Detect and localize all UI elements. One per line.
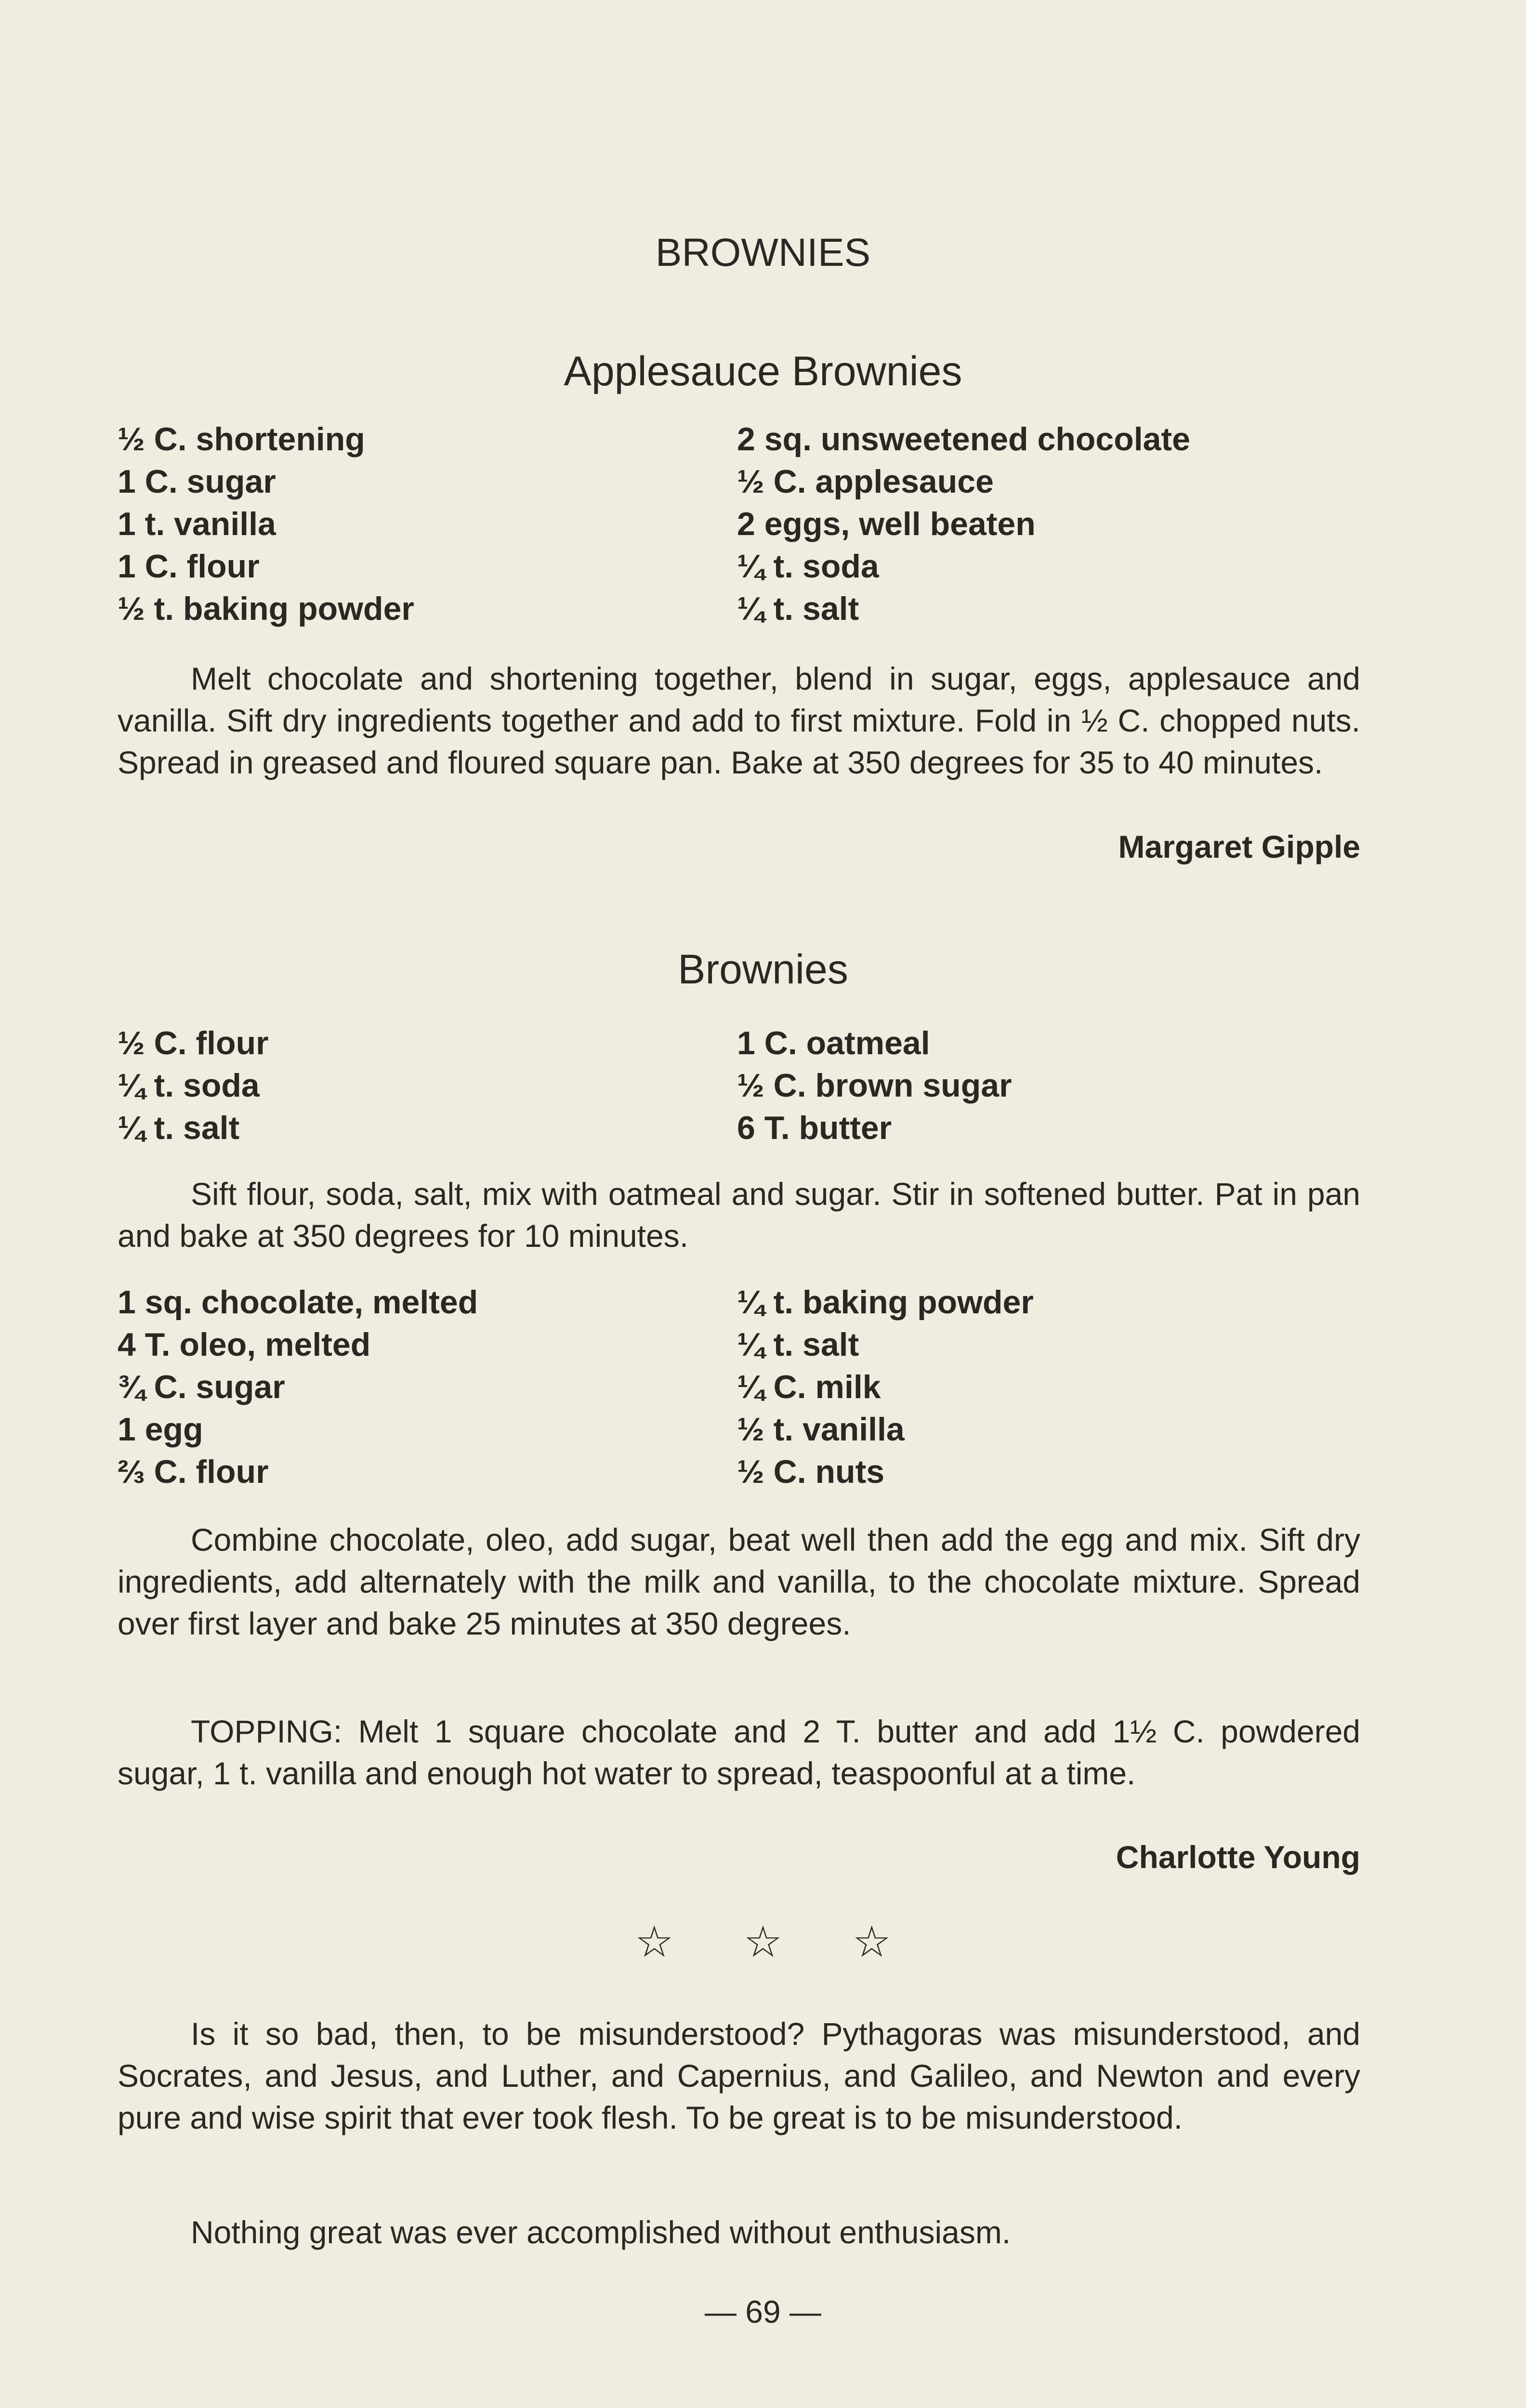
page-number: — 69 — xyxy=(704,2294,822,2329)
ingredient: ¼ t. baking powder xyxy=(737,1284,1034,1321)
ingredient: ¼ t. soda xyxy=(737,548,879,585)
ingredient: 1 C. flour xyxy=(118,548,260,585)
ingredients-right-col xyxy=(737,1022,1012,1149)
section-title: BROWNIES xyxy=(655,231,871,275)
ingredients-left-col xyxy=(118,1281,478,1493)
ingredients-right-col xyxy=(737,1281,1034,1493)
recipe-method: Combine chocolate, oleo, add sugar, beat well then add the egg and mix. Sift dry ingredients, add alternately with the milk and vanilla, to the chocolate mixture. Spread over first layer and bake 25 minutes at 350 degrees. xyxy=(118,1522,1360,1641)
ingredient: ¾ C. sugar xyxy=(118,1369,285,1405)
star-icon: ☆ xyxy=(743,1918,783,1966)
recipe-title-brownies: Brownies xyxy=(678,946,848,993)
quote-enthusiasm: Nothing great was ever accomplished without enthusiasm. xyxy=(191,2214,1011,2250)
ingredient: ½ C. shortening xyxy=(118,421,365,458)
ingredient: ¼ t. salt xyxy=(737,590,859,627)
ingredient: 2 eggs, well beaten xyxy=(737,506,1036,542)
ingredients-right-col xyxy=(737,418,1190,630)
ingredient: ½ C. nuts xyxy=(737,1453,885,1490)
ingredient: 1 C. sugar xyxy=(118,463,276,500)
ingredient: 6 T. butter xyxy=(737,1110,892,1146)
quote-misunderstood: Is it so bad, then, to be misunderstood? Pythagoras was misunderstood, and Socrates, and Jesus, and Luther, and Capernius, and Galileo, and Newton and every pure and wise spirit that ever took flesh. To be great is to be misunderstood. xyxy=(118,2016,1360,2135)
ingredients-left-col xyxy=(118,418,414,630)
ingredient: 1 egg xyxy=(118,1411,203,1448)
ingredient: 4 T. oleo, melted xyxy=(118,1326,371,1363)
ingredient: ½ C. applesauce xyxy=(737,463,994,500)
ingredient: 1 sq. chocolate, melted xyxy=(118,1284,478,1321)
ingredient: ½ t. vanilla xyxy=(737,1411,905,1448)
recipe-title-applesauce-brownies: Applesauce Brownies xyxy=(564,348,962,394)
ingredient: ¼ t. salt xyxy=(737,1326,859,1363)
ingredient: ¼ C. milk xyxy=(737,1369,881,1405)
topping-instructions: TOPPING: Melt 1 square chocolate and 2 T. butter and add 1½ C. powdered sugar, 1 t. vanilla and enough hot water to spread, teaspoonful at a time. xyxy=(118,1714,1360,1791)
ingredient: ⅔ C. flour xyxy=(118,1453,269,1490)
ingredient: ½ C. brown sugar xyxy=(737,1067,1012,1104)
recipe-method: Melt chocolate and shortening together, blend in sugar, eggs, applesauce and vanilla. Sift dry ingredients together and add to first mixture. Fold in ½ C. chopped nuts. Spread in greased and floured square pan. Bake at 350 degrees for 35 to 40 minutes. xyxy=(118,661,1360,780)
ingredient: 1 t. vanilla xyxy=(118,506,276,542)
ingredient: ½ t. baking powder xyxy=(118,590,414,627)
recipe-author: Margaret Gipple xyxy=(1118,829,1360,864)
ingredient: ¼ t. salt xyxy=(118,1110,240,1146)
star-icon: ☆ xyxy=(634,1918,674,1966)
ingredient: ½ C. flour xyxy=(118,1025,269,1061)
recipe-method: Sift flour, soda, salt, mix with oatmeal and sugar. Stir in softened butter. Pat in pan and bake at 350 degrees for 10 minutes. xyxy=(118,1176,1360,1254)
star-divider xyxy=(0,1917,1526,1967)
ingredient: ¼ t. soda xyxy=(118,1067,260,1104)
ingredient: 2 sq. unsweetened chocolate xyxy=(737,421,1190,458)
recipe-author: Charlotte Young xyxy=(1116,1839,1360,1875)
star-icon: ☆ xyxy=(852,1918,892,1966)
ingredients-left-col xyxy=(118,1022,269,1149)
ingredient: 1 C. oatmeal xyxy=(737,1025,930,1061)
